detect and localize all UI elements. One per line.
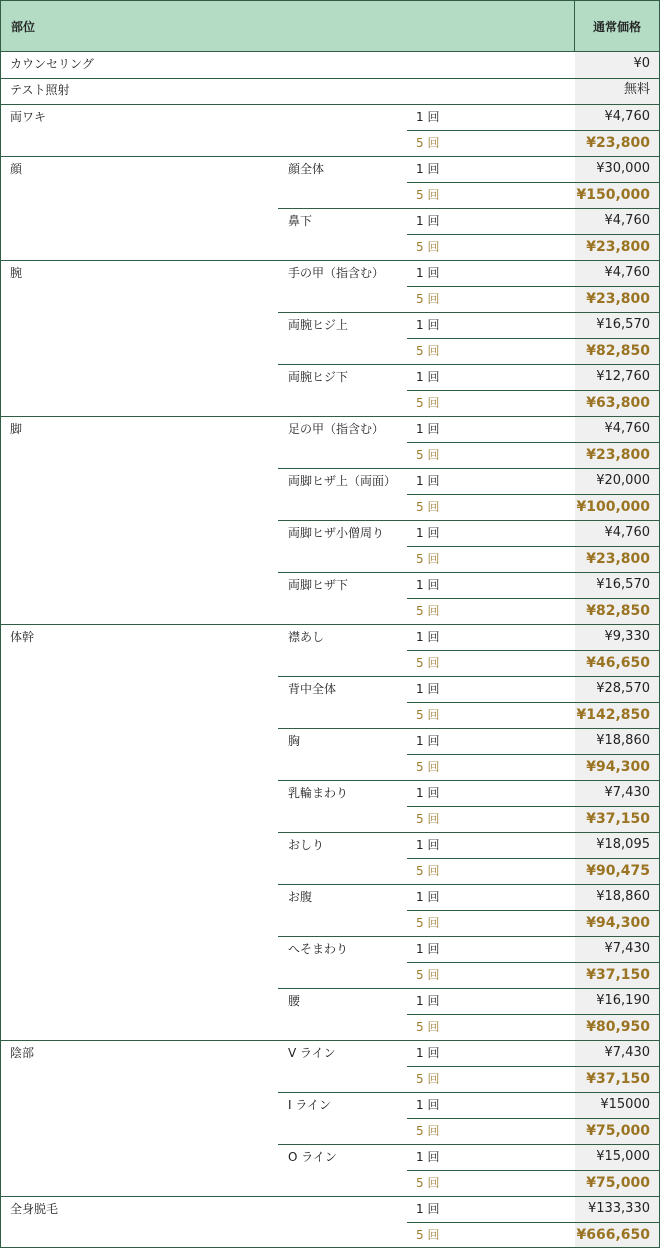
subpart-divider xyxy=(278,1144,660,1145)
price-1-session: 無料 xyxy=(623,82,650,97)
subpart-name: 鼻下 xyxy=(288,214,313,228)
price-5-sessions: ¥82,850 xyxy=(586,603,650,619)
price-1-session: ¥15000 xyxy=(600,1097,650,1112)
session-count-5: 5 回 xyxy=(416,292,440,306)
price-5-sessions: ¥37,150 xyxy=(586,967,650,983)
session-count-5: 5 回 xyxy=(416,708,440,722)
price-5-sessions: ¥23,800 xyxy=(586,135,650,151)
row-divider xyxy=(407,494,660,495)
price-5-sessions: ¥75,000 xyxy=(586,1175,650,1191)
session-count-5: 5 回 xyxy=(416,188,440,202)
row-divider xyxy=(407,182,660,183)
subpart-name: 両腕ヒジ上 xyxy=(288,318,349,332)
session-count-1: 1 回 xyxy=(416,422,440,436)
session-count-5: 5 回 xyxy=(416,240,440,254)
price-5-sessions: ¥90,475 xyxy=(586,863,650,879)
session-count-5: 5 回 xyxy=(416,864,440,878)
subpart-name: 顔全体 xyxy=(288,162,325,176)
subpart-divider xyxy=(278,936,660,937)
table-row xyxy=(0,52,660,78)
row-divider xyxy=(407,130,660,131)
session-count-1: 1 回 xyxy=(416,838,440,852)
price-1-session: ¥4,760 xyxy=(604,525,650,540)
group-divider xyxy=(0,156,660,157)
group-divider xyxy=(0,624,660,625)
subpart-divider xyxy=(278,1092,660,1093)
row-divider xyxy=(0,104,660,105)
group-name: 顔 xyxy=(10,162,23,176)
session-count-1: 1 回 xyxy=(416,786,440,800)
row-divider xyxy=(407,546,660,547)
header-part-cell xyxy=(0,0,575,52)
row-divider xyxy=(407,234,660,235)
session-count-5: 5 回 xyxy=(416,604,440,618)
subpart-divider xyxy=(278,468,660,469)
price-5-sessions: ¥23,800 xyxy=(586,291,650,307)
price-5-sessions: ¥23,800 xyxy=(586,239,650,255)
subpart-name: おしり xyxy=(288,838,325,852)
header-price-label: 通常価格 xyxy=(592,19,641,34)
session-count-5: 5 回 xyxy=(416,916,440,930)
row-divider xyxy=(407,858,660,859)
price-1-session: ¥16,570 xyxy=(596,317,650,332)
subpart-divider xyxy=(278,988,660,989)
table-left-border xyxy=(0,52,1,1248)
session-count-1: 1 回 xyxy=(416,474,440,488)
price-1-session: ¥18,095 xyxy=(596,837,650,852)
price-1-session: ¥7,430 xyxy=(604,941,650,956)
price-5-sessions: ¥150,000 xyxy=(576,187,650,203)
price-5-sessions: ¥75,000 xyxy=(586,1123,650,1139)
price-1-session: ¥30,000 xyxy=(596,161,650,176)
group-divider xyxy=(0,416,660,417)
price-1-session: ¥16,570 xyxy=(596,577,650,592)
session-count-1: 1 回 xyxy=(416,318,440,332)
row-divider xyxy=(407,442,660,443)
row-label: カウンセリング xyxy=(10,57,94,71)
price-1-session: ¥4,760 xyxy=(604,213,650,228)
subpart-name: 腰 xyxy=(288,994,301,1008)
session-count-1: 1 回 xyxy=(416,578,440,592)
row-divider xyxy=(407,1118,660,1119)
header-price-cell xyxy=(574,0,660,52)
subpart-name: V ライン xyxy=(288,1046,336,1060)
price-5-sessions: ¥37,150 xyxy=(586,1071,650,1087)
session-count-1: 1 回 xyxy=(416,526,440,540)
row-divider xyxy=(407,910,660,911)
header-part-label: 部位 xyxy=(11,19,36,34)
price-1-session: ¥4,760 xyxy=(604,421,650,436)
group-name: 脚 xyxy=(10,422,23,436)
session-count-1: 1 回 xyxy=(416,734,440,748)
group-name: 体幹 xyxy=(10,630,35,644)
group-name: 両ワキ xyxy=(10,110,47,124)
price-5-sessions: ¥142,850 xyxy=(576,707,650,723)
price-1-session: ¥18,860 xyxy=(596,889,650,904)
row-divider xyxy=(407,702,660,703)
session-count-5: 5 回 xyxy=(416,500,440,514)
row-divider xyxy=(407,650,660,651)
session-count-1: 1 回 xyxy=(416,682,440,696)
price-5-sessions: ¥666,650 xyxy=(576,1227,650,1243)
session-count-1: 1 回 xyxy=(416,1202,440,1216)
subpart-name: I ライン xyxy=(288,1098,331,1112)
session-count-5: 5 回 xyxy=(416,1228,440,1242)
price-1-session: ¥7,430 xyxy=(604,1045,650,1060)
price-1-session: ¥9,330 xyxy=(604,629,650,644)
row-divider xyxy=(407,390,660,391)
price-5-sessions: ¥46,650 xyxy=(586,655,650,671)
price-5-sessions: ¥94,300 xyxy=(586,759,650,775)
subpart-divider xyxy=(278,832,660,833)
session-count-5: 5 回 xyxy=(416,760,440,774)
session-count-5: 5 回 xyxy=(416,448,440,462)
price-1-session: ¥133,330 xyxy=(587,1201,650,1216)
subpart-name: 襟あし xyxy=(288,630,325,644)
session-count-5: 5 回 xyxy=(416,812,440,826)
group-divider xyxy=(0,260,660,261)
session-count-5: 5 回 xyxy=(416,656,440,670)
subpart-name: 手の甲（指含む） xyxy=(288,266,385,280)
session-count-1: 1 回 xyxy=(416,110,440,124)
price-1-session: ¥16,190 xyxy=(596,993,650,1008)
subpart-divider xyxy=(278,312,660,313)
price-1-session: ¥15,000 xyxy=(596,1149,650,1164)
price-1-session: ¥4,760 xyxy=(604,109,650,124)
price-5-sessions: ¥23,800 xyxy=(586,447,650,463)
session-count-1: 1 回 xyxy=(416,1150,440,1164)
row-divider xyxy=(407,1066,660,1067)
subpart-divider xyxy=(278,520,660,521)
session-count-1: 1 回 xyxy=(416,994,440,1008)
subpart-name: 両脚ヒザ下 xyxy=(288,578,349,592)
price-5-sessions: ¥63,800 xyxy=(586,395,650,411)
session-count-5: 5 回 xyxy=(416,552,440,566)
subpart-name: へそまわり xyxy=(288,942,349,956)
price-5-sessions: ¥94,300 xyxy=(586,915,650,931)
group-divider xyxy=(0,1196,660,1197)
group-name: 腕 xyxy=(10,266,23,280)
subpart-name: 両脚ヒザ小僧周り xyxy=(288,526,385,540)
subpart-name: 背中全体 xyxy=(288,682,337,696)
table-row xyxy=(0,78,660,104)
row-divider xyxy=(407,286,660,287)
price-5-sessions: ¥100,000 xyxy=(576,499,650,515)
session-count-5: 5 回 xyxy=(416,1020,440,1034)
session-count-1: 1 回 xyxy=(416,890,440,904)
session-count-1: 1 回 xyxy=(416,942,440,956)
session-count-5: 5 回 xyxy=(416,968,440,982)
subpart-divider xyxy=(278,676,660,677)
row-divider xyxy=(407,1170,660,1171)
group-name: 全身脱毛 xyxy=(10,1202,59,1216)
price-1-session: ¥12,760 xyxy=(596,369,650,384)
subpart-divider xyxy=(278,728,660,729)
session-count-1: 1 回 xyxy=(416,1098,440,1112)
session-count-5: 5 回 xyxy=(416,396,440,410)
session-count-1: 1 回 xyxy=(416,370,440,384)
session-count-5: 5 回 xyxy=(416,1072,440,1086)
subpart-divider xyxy=(278,572,660,573)
subpart-name: お腹 xyxy=(288,890,313,904)
price-1-session: ¥20,000 xyxy=(596,473,650,488)
price-1-session: ¥7,430 xyxy=(604,785,650,800)
subpart-divider xyxy=(278,208,660,209)
row-divider xyxy=(407,754,660,755)
price-1-session: ¥4,760 xyxy=(604,265,650,280)
subpart-divider xyxy=(278,780,660,781)
session-count-5: 5 回 xyxy=(416,1176,440,1190)
row-divider xyxy=(407,1014,660,1015)
price-5-sessions: ¥82,850 xyxy=(586,343,650,359)
session-count-1: 1 回 xyxy=(416,162,440,176)
row-divider xyxy=(407,806,660,807)
session-count-1: 1 回 xyxy=(416,214,440,228)
group-divider xyxy=(0,1040,660,1041)
price-1-session: ¥28,570 xyxy=(596,681,650,696)
row-divider xyxy=(407,598,660,599)
session-count-1: 1 回 xyxy=(416,630,440,644)
row-divider xyxy=(407,1222,660,1223)
price-5-sessions: ¥37,150 xyxy=(586,811,650,827)
session-count-1: 1 回 xyxy=(416,266,440,280)
subpart-name: O ライン xyxy=(288,1150,337,1164)
row-label: テスト照射 xyxy=(10,83,70,97)
price-1-session: ¥18,860 xyxy=(596,733,650,748)
subpart-name: 両脚ヒザ上（両面） xyxy=(288,474,397,488)
price-1-session: ¥0 xyxy=(633,56,650,71)
group-name: 陰部 xyxy=(10,1046,35,1060)
subpart-divider xyxy=(278,364,660,365)
subpart-name: 乳輪まわり xyxy=(288,786,349,800)
subpart-name: 胸 xyxy=(288,734,301,748)
price-5-sessions: ¥80,950 xyxy=(586,1019,650,1035)
session-count-5: 5 回 xyxy=(416,344,440,358)
price-5-sessions: ¥23,800 xyxy=(586,551,650,567)
row-divider xyxy=(407,338,660,339)
session-count-5: 5 回 xyxy=(416,136,440,150)
session-count-5: 5 回 xyxy=(416,1124,440,1138)
row-divider xyxy=(407,962,660,963)
subpart-name: 足の甲（指含む） xyxy=(288,422,385,436)
session-count-1: 1 回 xyxy=(416,1046,440,1060)
subpart-name: 両腕ヒジ下 xyxy=(288,370,349,384)
subpart-divider xyxy=(278,884,660,885)
